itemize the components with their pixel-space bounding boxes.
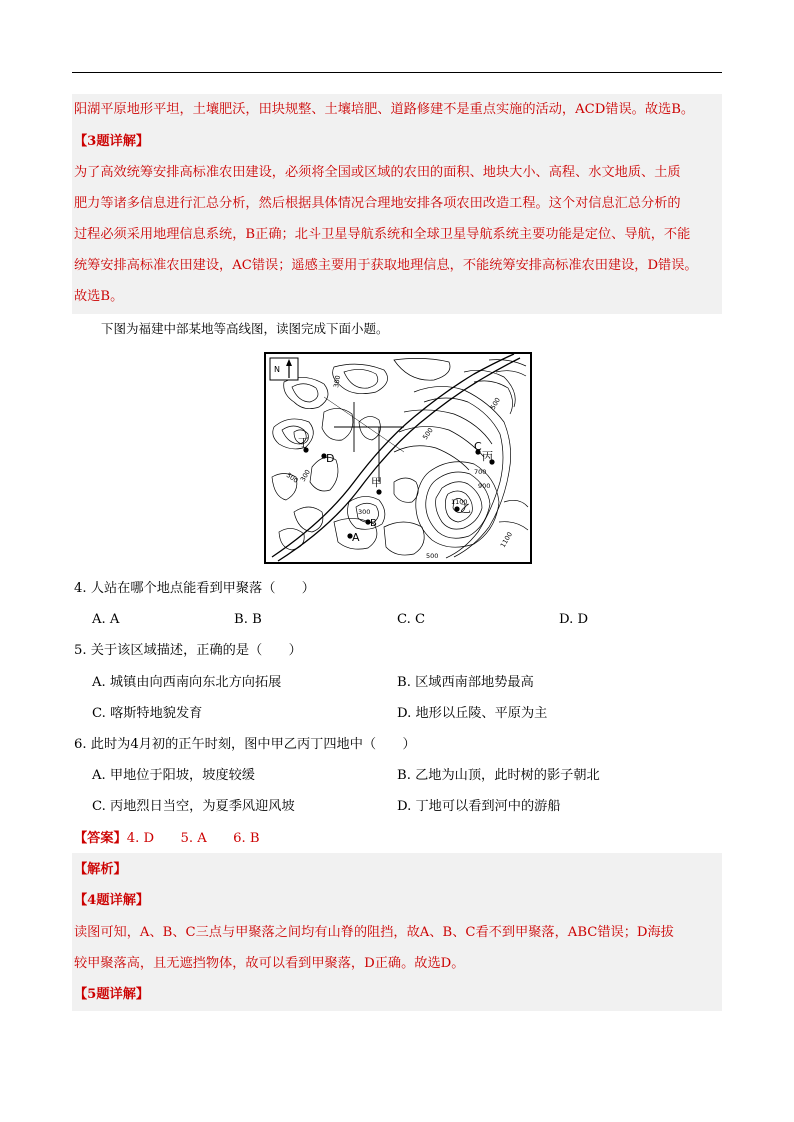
point-yi — [454, 506, 459, 511]
answer-label: 【答案】 — [74, 831, 127, 846]
explanation-line: 为了高效统筹安排高标准农田建设，必须将全国或区域的农田的面积、地块大小、高程、水文地质、土质 — [74, 165, 681, 180]
question-6-option-b[interactable]: B. 乙地为山顶，此时树的影子朝北 — [397, 768, 600, 783]
point-jia — [376, 489, 381, 494]
explanation-line: 读图可知，A、B、C三点与甲聚落之间均有山脊的阻挡，故A、B、C看不到甲聚落，ABC错误；D海拔 — [74, 925, 674, 940]
contour-label: 1100 — [498, 530, 515, 549]
question-6-option-c[interactable]: C. 丙地烈日当空，为夏季风迎风坡 — [92, 799, 295, 814]
contour-label: 500 — [488, 396, 502, 411]
label-yi: 乙 — [460, 502, 471, 515]
answer-values: 4. D 5. A 6. B — [126, 831, 260, 846]
question-6-option-d[interactable]: D. 丁地可以看到河中的游船 — [397, 799, 561, 814]
contour-label: 300 — [332, 374, 343, 389]
north-label: N — [274, 365, 280, 374]
question-4-heading: 【4题详解】 — [74, 893, 150, 908]
label-c: C — [474, 440, 482, 453]
explanation-line: 较甲聚落高，且无遮挡物体，故可以看到甲聚落，D正确。故选D。 — [74, 956, 465, 971]
question-6-option-a[interactable]: A. 甲地位于阳坡，坡度较缓 — [92, 768, 255, 783]
explanation-line: 肥力等诸多信息进行汇总分析，然后根据具体情况合理地安排各项农田改造工程。这个对信息汇总分析的 — [74, 196, 681, 211]
contour-map — [264, 352, 532, 564]
contour-label: 1100 — [451, 498, 468, 506]
question-5-heading: 【5题详解】 — [74, 987, 150, 1002]
question-4-option-d[interactable]: D. D — [559, 612, 589, 627]
contour-label: 500 — [284, 471, 300, 485]
label-b: B — [370, 518, 377, 529]
question-6-stem: 6. 此时为4月初的正午时刻，图中甲乙丙丁四地中（ ） — [74, 737, 416, 752]
question-5-option-b[interactable]: B. 区域西南部地势最高 — [397, 675, 534, 690]
contour-label: 500 — [421, 426, 435, 442]
label-d: D — [326, 452, 335, 465]
label-ding: 丁 — [298, 436, 309, 449]
analysis-heading: 【解析】 — [74, 862, 127, 877]
label-a: A — [352, 531, 360, 544]
explanation-line: 过程必须采用地理信息系统，B正确；北斗卫星导航系统和全球卫星导航系统主要功能是定位、导航，不能 — [74, 227, 691, 242]
answer-line — [74, 830, 260, 848]
label-bing: 丙 — [482, 450, 493, 463]
question-4-stem: 4. 人站在哪个地点能看到甲聚落（ ） — [74, 581, 315, 596]
question-5-stem: 5. 关于该区域描述，正确的是（ ） — [74, 643, 302, 658]
question-5-option-c[interactable]: C. 喀斯特地貌发育 — [92, 706, 203, 721]
question-4-option-b[interactable]: B. B — [234, 612, 262, 627]
explanation-line: 阳湖平原地形平坦，土壤肥沃，田块规整、土壤培肥、道路修建不是重点实施的活动，ACD错误。故选B。 — [74, 102, 695, 117]
header-rule — [72, 72, 722, 73]
explanation-line: 统筹安排高标准农田建设，AC错误；遥感主要用于获取地理信息，不能统筹安排高标准农田建设，D错误。 — [74, 258, 698, 273]
question-4-option-c[interactable]: C. C — [397, 612, 426, 627]
contour-label: 700 — [474, 468, 487, 476]
contour-label: 900 — [478, 482, 491, 490]
explanation-line: 故选B。 — [74, 289, 124, 304]
contour-label: 300 — [298, 468, 312, 483]
map-intro: 下图为福建中部某地等高线图，读图完成下面小题。 — [101, 321, 389, 336]
question-3-heading: 【3题详解】 — [74, 134, 150, 149]
question-5-option-d[interactable]: D. 地形以丘陵、平原为主 — [397, 706, 548, 721]
question-4-option-a[interactable]: A. A — [92, 612, 120, 627]
label-jia: 甲 — [371, 476, 382, 489]
contour-label: 300 — [358, 508, 371, 516]
contour-label: 500 — [426, 552, 439, 560]
question-5-option-a[interactable]: A. 城镇由向西南向东北方向拓展 — [92, 675, 282, 690]
